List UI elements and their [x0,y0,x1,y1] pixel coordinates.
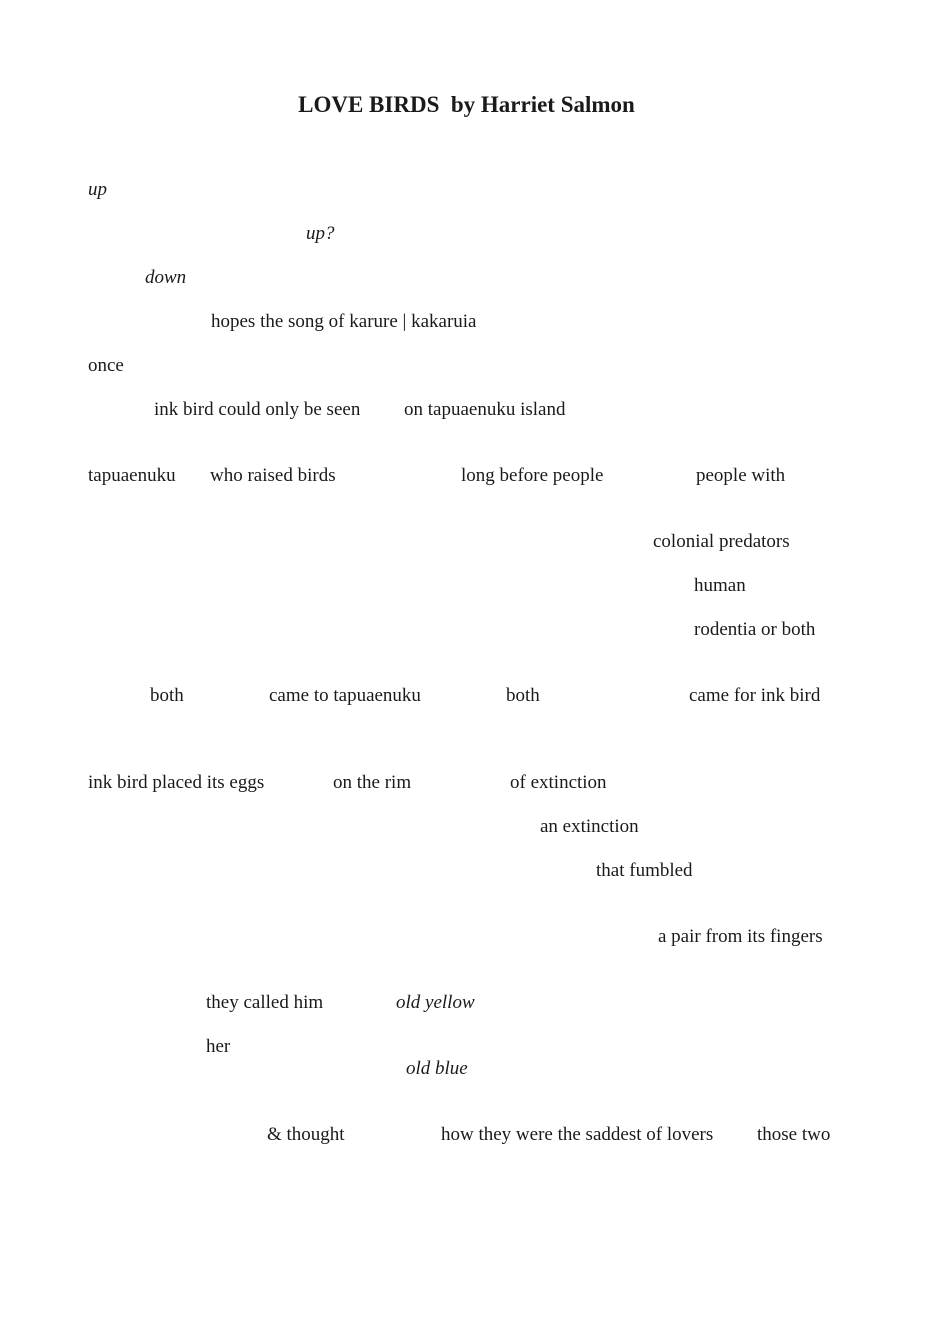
poem-fragment: & thought [267,1124,345,1145]
poem-fragment: ink bird placed its eggs [88,772,265,793]
poem-fragment: that fumbled [596,860,693,881]
poem-fragment: people with [696,465,786,486]
poem-fragment: old yellow [396,992,475,1013]
poem-fragment: of extinction [510,772,607,793]
poem-fragment: once [88,355,124,376]
poem-fragment: rodentia or both [694,619,816,640]
poem-fragment: down [145,267,187,288]
poem-fragment: hopes the song of karure | kakaruia [211,311,477,332]
poem-fragment: who raised birds [210,465,336,486]
poem-fragment: ink bird could only be seen [154,399,361,420]
poem-fragment: how they were the saddest of lovers [441,1124,714,1145]
poem-fragment: her [206,1036,231,1057]
poem-fragment: both [506,685,540,706]
poem-fragment: on tapuaenuku island [404,399,566,420]
poem-fragment: up [88,179,107,200]
poem-fragment: long before people [461,465,604,486]
poem-fragment: colonial predators [653,531,790,552]
poem-title: LOVE BIRDS by Harriet Salmon [298,92,635,117]
poem-fragment: up? [306,223,335,244]
poem-fragment: human [694,575,746,596]
poem-fragment: those two [757,1124,831,1145]
poem-fragment: old blue [406,1058,468,1079]
poem-fragment: came to tapuaenuku [269,685,421,706]
poem-fragment: a pair from its fingers [658,926,823,947]
poem-fragment: came for ink bird [689,685,821,706]
poem-fragment: tapuaenuku [88,465,176,486]
poem-fragment: an extinction [540,816,639,837]
poem-fragment: both [150,685,184,706]
poem-fragment: on the rim [333,772,412,793]
poem-fragment: they called him [206,992,324,1013]
